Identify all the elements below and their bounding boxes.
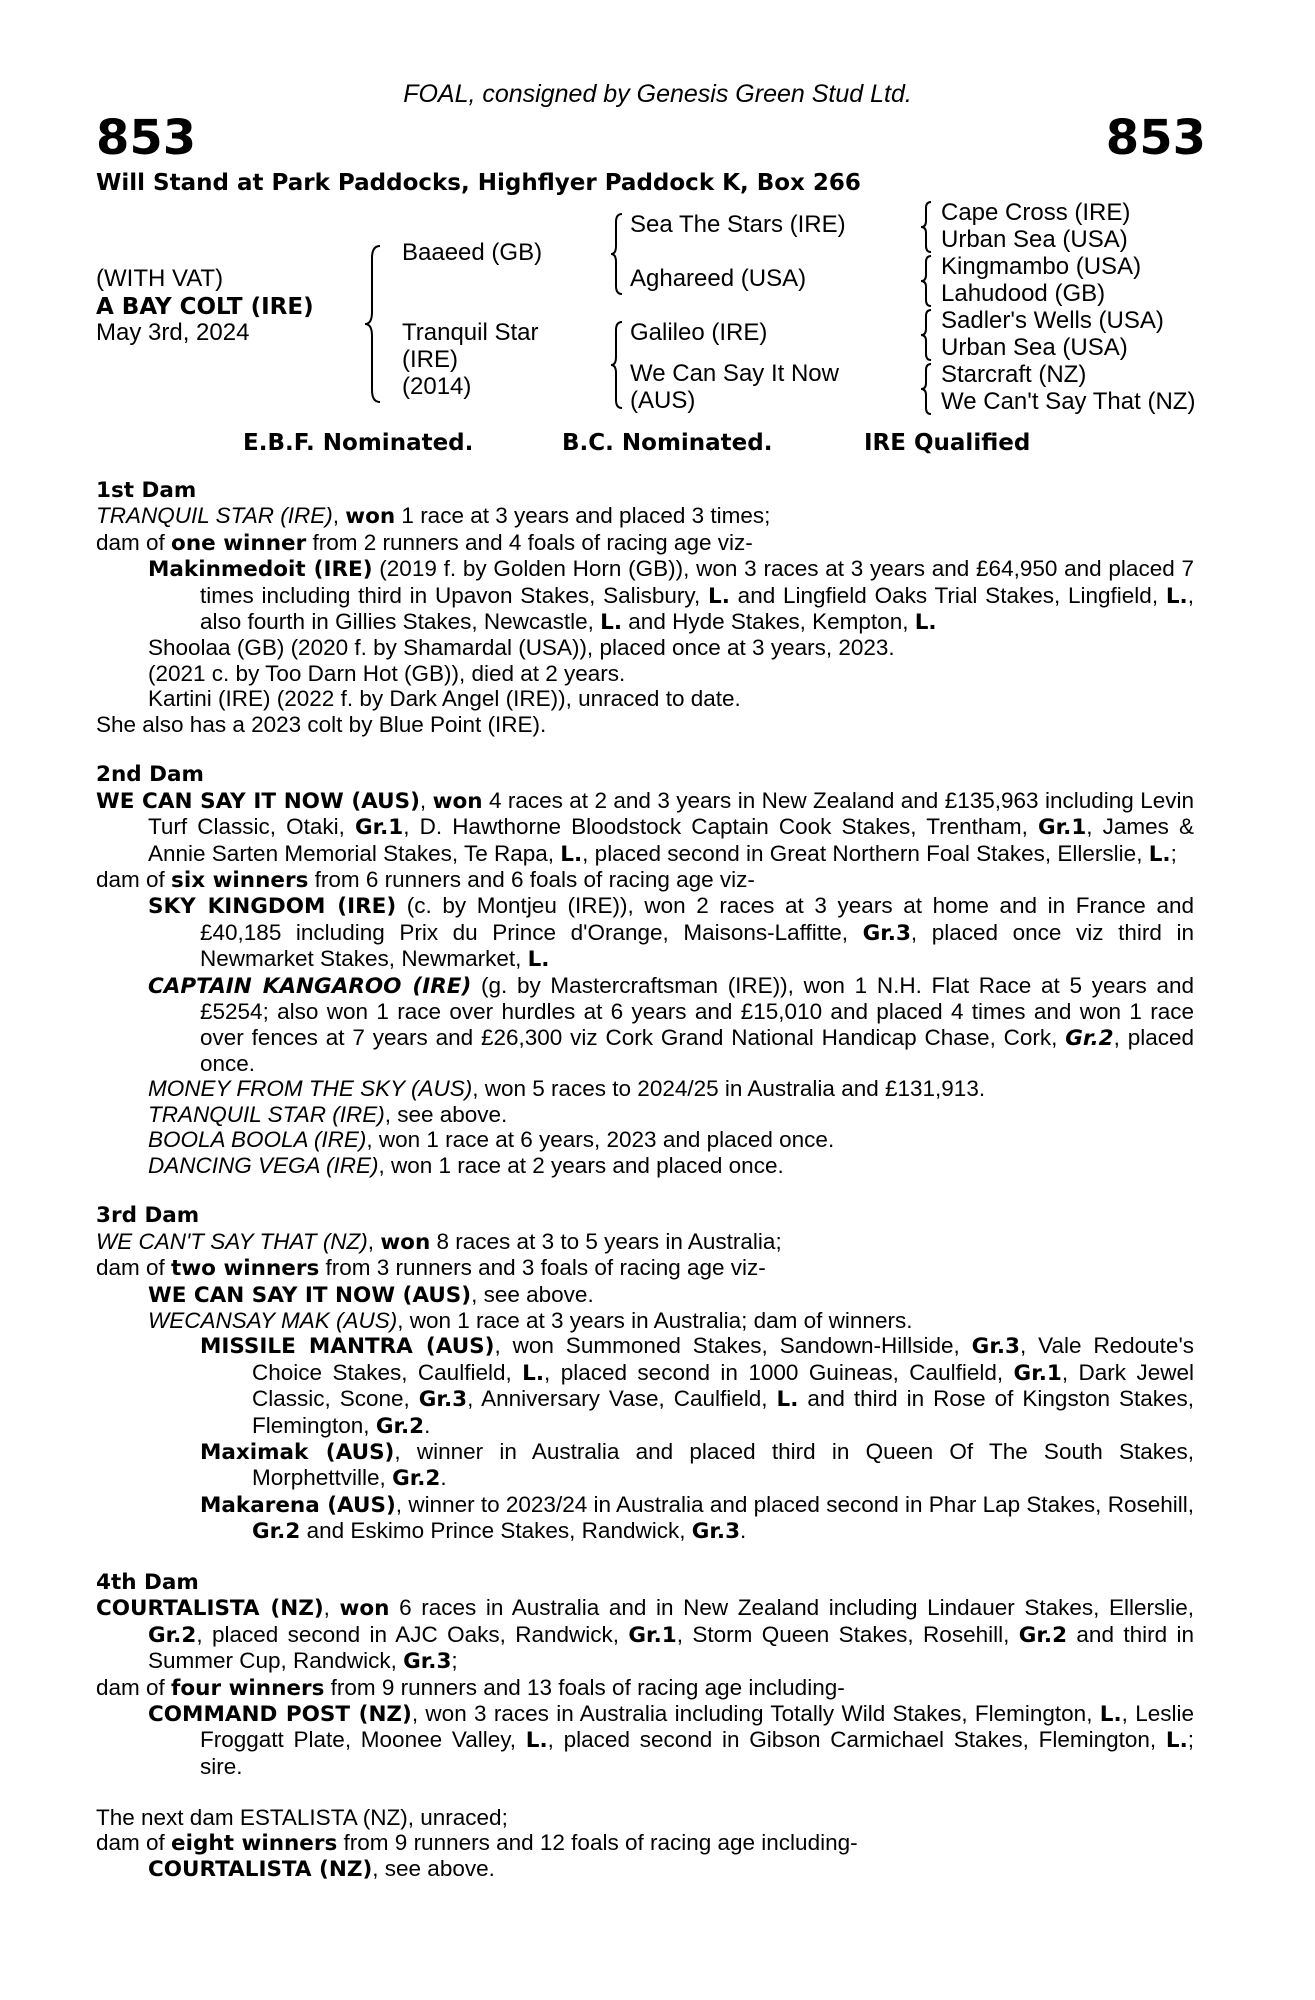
second-dam-heading: 2nd Dam: [96, 762, 204, 788]
dam-line-1: Tranquil Star: [402, 319, 539, 346]
third-dam-heading: 3rd Dam: [96, 1203, 200, 1229]
dss: Sadler's Wells (USA): [941, 307, 1164, 334]
ddd: We Can't Say That (NZ): [941, 388, 1196, 415]
grand-produce-entry: Maximak (AUS), winner in Australia and placed third in Queen Of The South Stakes, Morphettville, Gr.2.: [200, 1439, 1194, 1492]
second-dam-record: WE CAN SAY IT NOW (AUS), won 4 races at 2 and 3 years in New Zealand and £135,963 including Levin Turf Classic, Otaki, Gr.1, D. Hawthorne Bloodstock Captain Cook Stakes, Trentham, Gr.1, James & Annie Sarten Memorial Stakes, Te Rapa, L., placed second in Great Northern Foal Stakes, Ellerslie, L.;: [96, 787, 1194, 867]
third-dam-produce-summary: dam of two winners from 3 runners and 3 foals of racing age viz-: [96, 1255, 766, 1282]
produce-entry: WE CAN SAY IT NOW (AUS), see above.: [148, 1281, 594, 1308]
produce-entry: (2021 c. by Too Darn Hot (GB)), died at 2 years.: [148, 660, 626, 686]
brace-sire: [608, 212, 626, 296]
sire-sire: Sea The Stars (IRE): [630, 211, 846, 238]
second-dam-produce-summary: dam of six winners from 6 runners and 6 foals of racing age viz-: [96, 867, 755, 894]
lot-subject-dob: May 3rd, 2024: [96, 319, 250, 346]
vat-note: (WITH VAT): [96, 265, 224, 292]
third-dam-record: WE CAN'T SAY THAT (NZ), won 8 races at 3 to 5 years in Australia;: [96, 1228, 782, 1255]
fourth-dam-section: [96, 1570, 1194, 1779]
produce-entry: WECANSAY MAK (AUS), won 1 race at 3 years in Australia; dam of winners.: [148, 1307, 913, 1333]
produce-entry: BOOLA BOOLA (IRE), won 1 race at 6 years, 2023 and placed once.: [148, 1127, 835, 1153]
next-dam-section: [96, 1805, 1194, 1883]
dam-dam-line-2: (AUS): [630, 387, 696, 414]
second-dam-section: [96, 762, 1194, 1178]
produce-entry: CAPTAIN KANGAROO (IRE) (g. by Mastercraftsman (IRE)), won 1 N.H. Flat Race at 5 years and £5254; also won 1 race over hurdles at 6 years and £15,010 and placed 4 times and won 1 race over fences at 7 years and £26,300 viz Cork Grand National Handicap Chase, Cork, Gr.2, placed once.: [148, 972, 1194, 1076]
next-dam-record: The next dam ESTALISTA (NZ), unraced;: [96, 1804, 508, 1830]
brace-dam: [608, 320, 626, 410]
produce-entry: Makinmedoit (IRE) (2019 f. by Golden Horn (GB)), won 3 races at 3 years and £64,950 and placed 7 times including third in Upavon Stakes, Salisbury, L. and Lingfield Oaks Trial Stakes, Lingfield, L., also fourth in Gillies Stakes, Newcastle, L. and Hyde Stakes, Kempton, L.: [148, 556, 1194, 636]
produce-entry: COMMAND POST (NZ), won 3 races in Australia including Totally Wild Stakes, Flemington, L., Leslie Froggatt Plate, Moonee Valley, L., placed second in Gibson Carmichael Stakes, Flemington, L.; sire.: [148, 1701, 1195, 1779]
fourth-dam-record: COURTALISTA (NZ), won 6 races in Australia and in New Zealand including Lindauer Stakes, Ellerslie, Gr.2, placed second in AJC Oaks, Randwick, Gr.1, Storm Queen Stakes, Rosehill, Gr.2 and third in Summer Cup, Randwick, Gr.3;: [96, 1595, 1194, 1675]
dam-line-2: (IRE): [402, 346, 458, 373]
brace-sd: [918, 254, 934, 308]
ebf-nomination: E.B.F. Nominated.: [243, 430, 474, 456]
dds: Starcraft (NZ): [941, 361, 1087, 388]
dsd: Urban Sea (USA): [941, 334, 1128, 361]
fourth-dam-produce-summary: dam of four winners from 9 runners and 13 foals of racing age including-: [96, 1674, 845, 1701]
produce-entry: COURTALISTA (NZ), see above.: [148, 1856, 495, 1883]
grand-produce-entry: Makarena (AUS), winner to 2023/24 in Australia and placed second in Phar Lap Stakes, Rosehill, Gr.2 and Eskimo Prince Stakes, Randwick, Gr.3.: [200, 1491, 1194, 1545]
sdd: Lahudood (GB): [941, 280, 1106, 307]
ssd: Urban Sea (USA): [941, 226, 1128, 253]
produce-note: She also has a 2023 colt by Blue Point (IRE).: [96, 711, 547, 737]
dam-dam-line-1: We Can Say It Now: [630, 360, 839, 387]
ire-qualified: IRE Qualified: [864, 430, 1031, 456]
lot-number-left: 853: [96, 110, 197, 166]
brace-dd: [918, 362, 934, 416]
sss: Cape Cross (IRE): [941, 199, 1131, 226]
first-dam-produce-summary: dam of one winner from 2 runners and 4 foals of racing age viz-: [96, 529, 753, 556]
bc-nomination: B.C. Nominated.: [562, 430, 773, 456]
brace-ss: [918, 200, 934, 254]
brace-ds: [918, 308, 934, 362]
lot-subject-name: A BAY COLT (IRE): [96, 294, 314, 320]
produce-record: [96, 478, 1194, 1883]
produce-entry: MONEY FROM THE SKY (AUS), won 5 races to 2024/25 in Australia and £131,913.: [148, 1076, 986, 1102]
produce-entry: SKY KINGDOM (IRE) (c. by Montjeu (IRE)), won 2 races at 3 years at home and in France and £40,185 including Prix du Prince d'Orange, Maisons-Laffitte, Gr.3, placed once viz third in Newmarket Stakes, Newmarket, L.: [148, 893, 1194, 973]
produce-entry: Shoolaa (GB) (2020 f. by Shamardal (USA)), placed once at 3 years, 2023.: [148, 635, 895, 661]
brace-gen1: [362, 244, 384, 404]
consignment-line: FOAL, consigned by Genesis Green Stud Ltd.: [403, 80, 912, 108]
dam-name: TRANQUIL STAR (IRE): [96, 503, 333, 529]
first-dam-heading: 1st Dam: [96, 478, 197, 503]
produce-entry: Kartini (IRE) (2022 f. by Dark Angel (IRE)), unraced to date.: [148, 686, 741, 712]
produce-entry: TRANQUIL STAR (IRE), see above.: [148, 1101, 508, 1127]
third-dam-section: [96, 1203, 1194, 1544]
stand-location: Will Stand at Park Paddocks, Highflyer Paddock K, Box 266: [96, 170, 861, 196]
fourth-dam-heading: 4th Dam: [96, 1570, 199, 1596]
first-dam-section: [96, 478, 1194, 737]
lot-number-right: 853: [1105, 110, 1206, 166]
dam-sire: Galileo (IRE): [630, 319, 768, 346]
first-dam-line: TRANQUIL STAR (IRE), won 1 race at 3 years and placed 3 times;: [96, 503, 771, 530]
grand-produce-entry: MISSILE MANTRA (AUS), won Summoned Stakes, Sandown-Hillside, Gr.3, Vale Redoute's Choice Stakes, Caulfield, L., placed second in 1000 Guineas, Caulfield, Gr.1, Dark Jewel Classic, Scone, Gr.3, Anniversary Vase, Caulfield, L. and third in Rose of Kingston Stakes, Flemington, Gr.2.: [200, 1333, 1194, 1439]
dam-line-3: (2014): [402, 373, 472, 400]
next-dam-produce-summary: dam of eight winners from 9 runners and 12 foals of racing age including-: [96, 1830, 858, 1857]
sds: Kingmambo (USA): [941, 253, 1142, 280]
sire: Baaeed (GB): [402, 239, 543, 266]
sire-dam: Aghareed (USA): [630, 265, 807, 292]
produce-entry: DANCING VEGA (IRE), won 1 race at 2 years and placed once.: [148, 1152, 784, 1178]
